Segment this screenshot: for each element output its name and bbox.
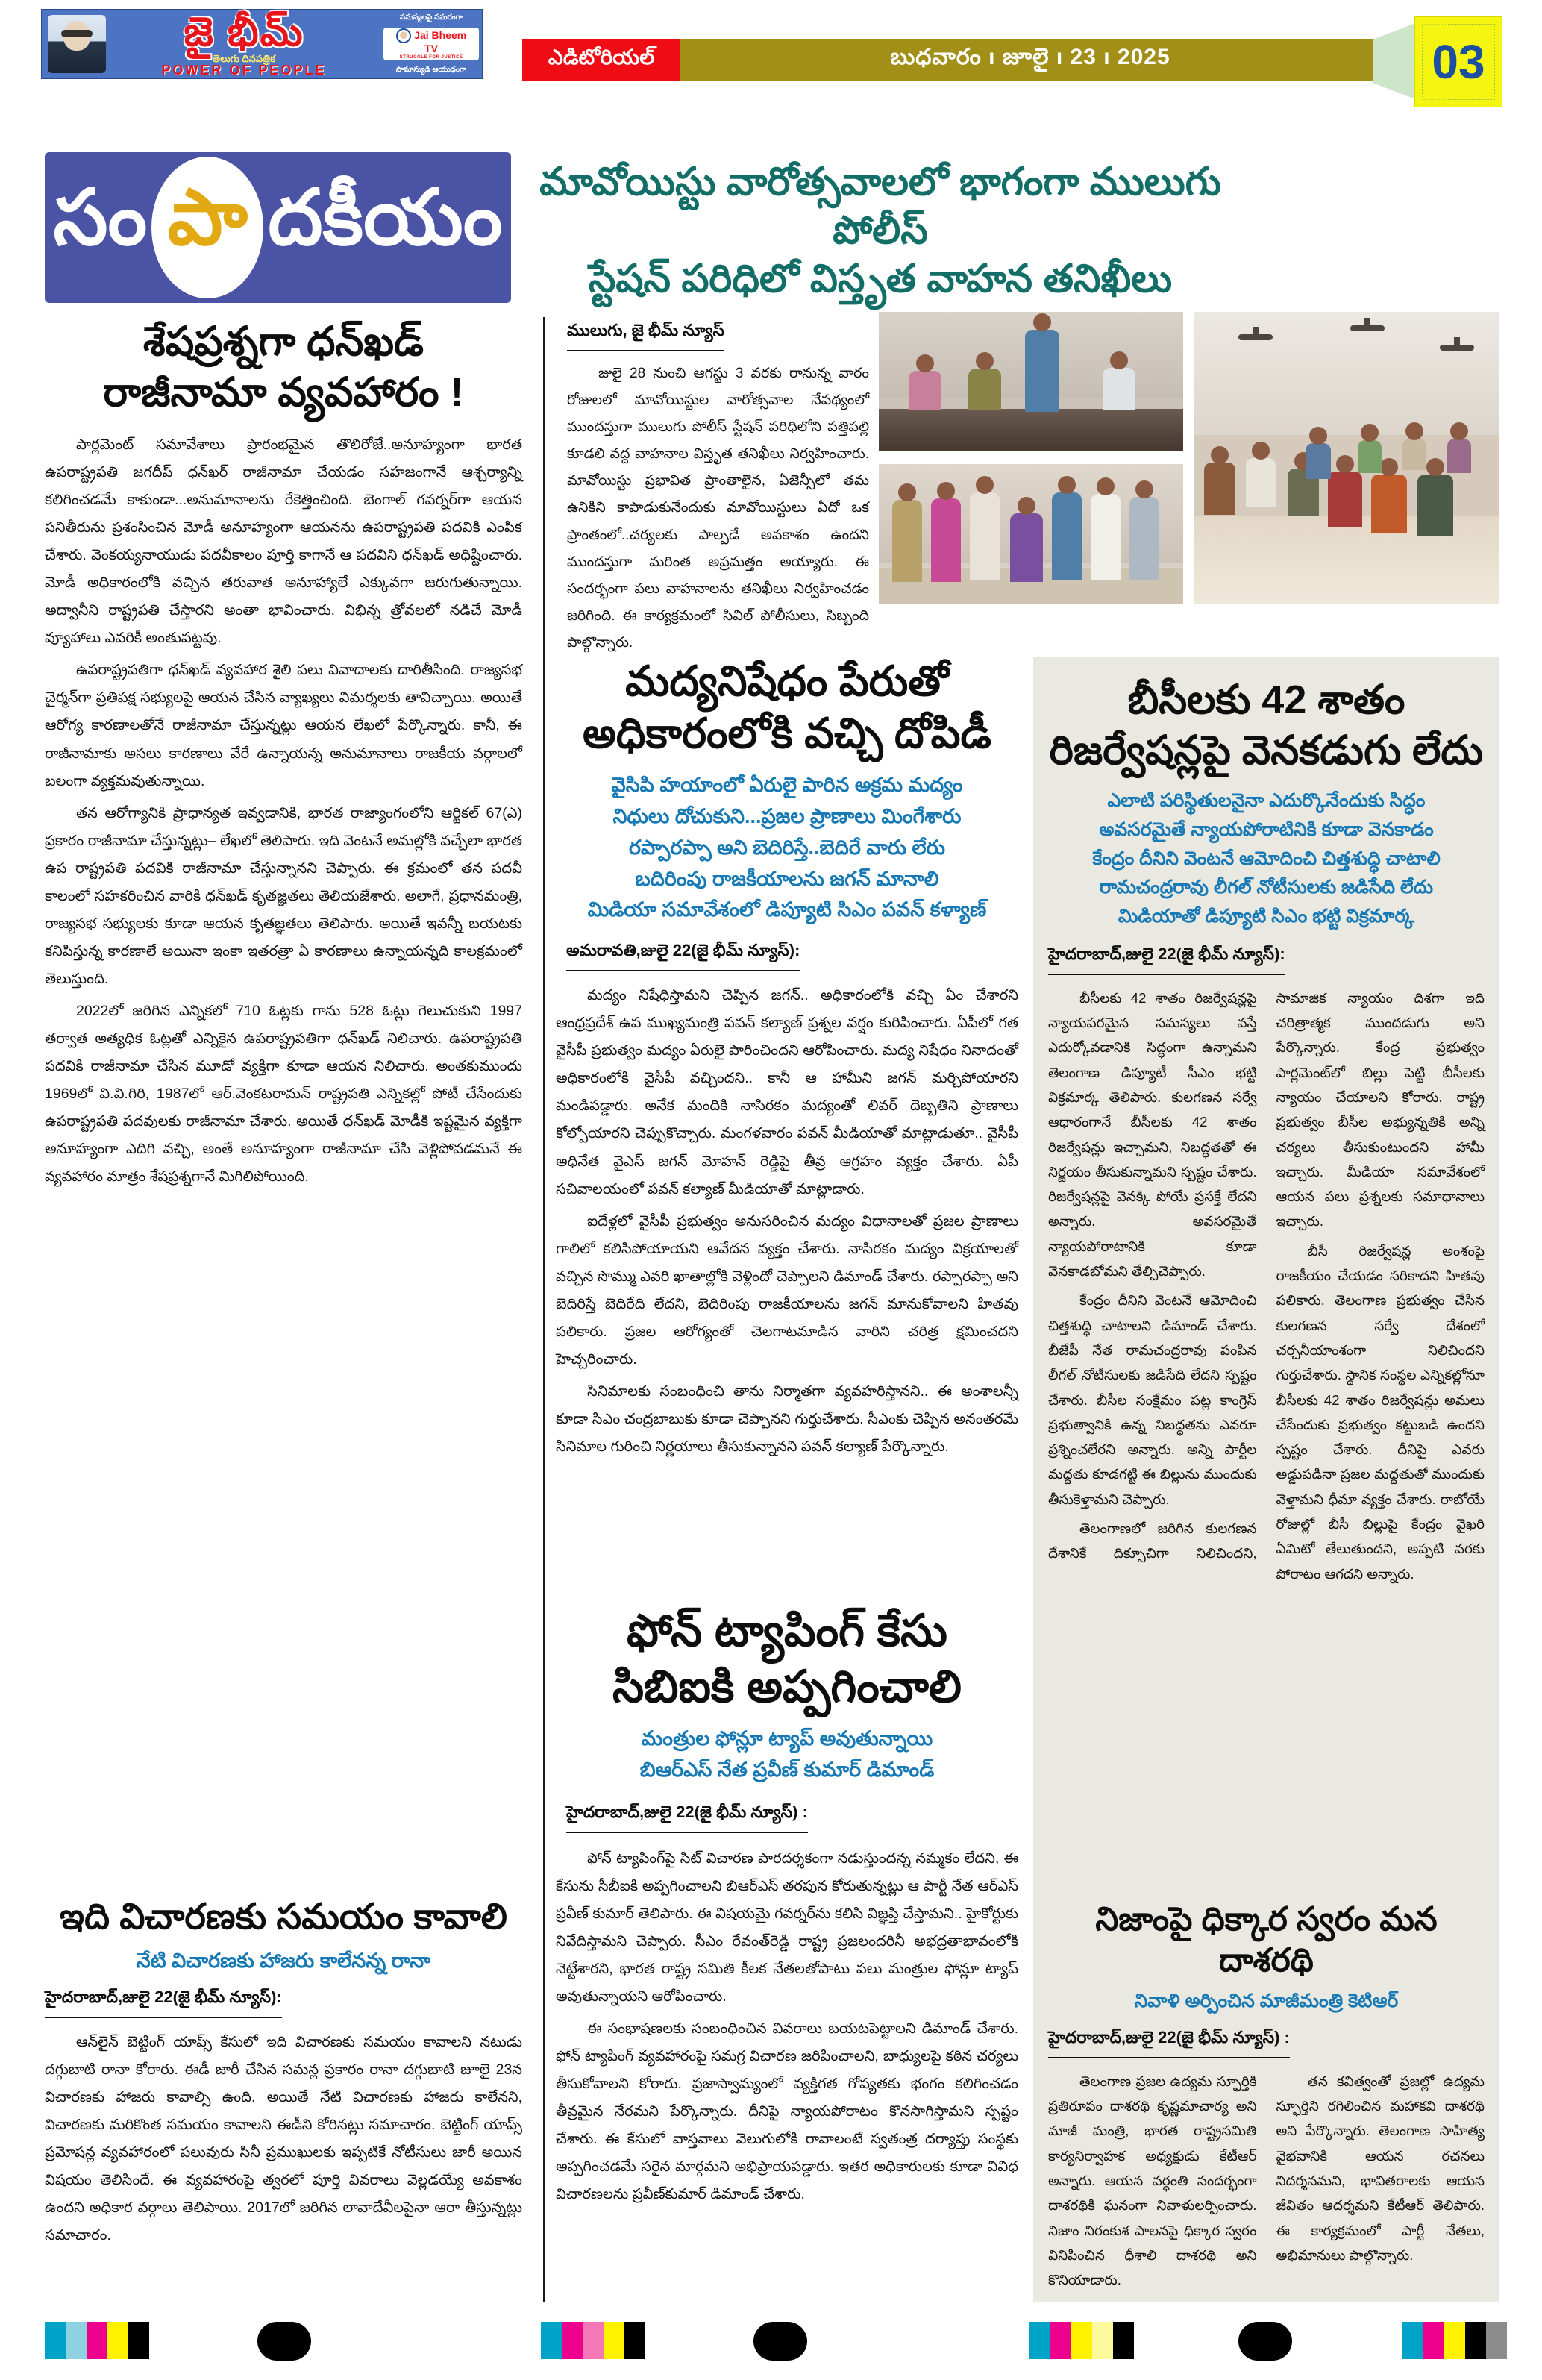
article-paragraph: ఐదేళ్లలో వైసీపీ ప్రభుత్వం అనుసరించిన మద్యం విధానాలతో ప్రజల ప్రాణాలు గాలిలో కలిసిపోయాయని ఆవేదన వ్యక్తం చేశారు. నాసిరకం మద్యం విక్రయాలతో వచ్చిన సొమ్ము ఎవరి ఖాతాల్లోకి వెళ్లిందో చెప్పాలని డిమాండ్ చేశారు. రప్పారప్పా అని బెదిరిస్తే బెదిరేది లేదని, బెదిరింపు రాజకీయాలను జగన్ మానుకోవాలని హితవు పలికారు. ప్రజల ఆరోగ్యంతో చెలగాటమాడిన వారిని చరిత్ర క్షమించదని హెచ్చరించారు. xyxy=(556,1212,1018,1368)
color-swatch xyxy=(107,2322,128,2359)
person-figure xyxy=(1358,440,1382,473)
color-swatch xyxy=(128,2322,149,2359)
bc-byline: హైదరాబాద్,జులై 22(జై భీమ్ న్యూస్): xyxy=(1048,945,1285,975)
color-swatch-group xyxy=(45,2322,149,2359)
editorial-masthead xyxy=(45,152,511,303)
bc-subhead: అవసరమైతే న్యాయపోరాటినికి కూడా వెనకాడం xyxy=(1099,818,1434,840)
registration-blob xyxy=(1238,2322,1292,2361)
date-bar: బుధవారం ı జూలై ı 23 ı 2025 xyxy=(680,39,1380,81)
article-liquor xyxy=(556,655,1018,1465)
color-swatch xyxy=(1423,2322,1444,2359)
jai-bheem-tv-logo xyxy=(383,28,479,60)
rana-byline: హైదరాబాద్,జులై 22(జై భీమ్ న్యూస్): xyxy=(45,1988,282,2018)
photo-felicitation xyxy=(879,464,1183,604)
color-swatch xyxy=(583,2322,604,2359)
person-figure xyxy=(892,500,922,582)
article-paragraph: ఉపరాష్ట్రపతిగా ధన్‌ఖడ్ వ్యవహార శైలి పలు వివాదాలకు దారితీసింది. రాజ్యసభ చైర్మన్‌గా ప్రతిపక్ష సభ్యులపై ఆయన చేసిన వ్యాఖ్యలు విమర్శలకు తావిచ్చాయి. అయితే ఆరోగ్య కారణాలతోనే రాజీనామా చేస్తున్నట్లు ఆయన లేఖలో పేర్కొన్నారు. కానీ, ఈ రాజీనామాకు అసలు కారణాలు వేరే ఉన్నాయన్న అనుమానాలు రాజకీయ వర్గాలలో బలంగా వ్యక్తమవుతున్నాయి. xyxy=(45,662,522,789)
article-paragraph: తన కవిత్వంతో ప్రజల్లో ఉద్యమ స్ఫూర్తిని రగిలించిన మహాకవి దాశరథి అని పేర్కొన్నారు. తెలంగాణ సాహిత్య వైభవానికి ఆయన రచనలు నిదర్శనమని, భావితరాలకు ఆయన జీవితం ఆదర్శమని కేటీఆర్ తెలిపారు. ఈ కార్యక్రమంలో పార్టీ నేతలు, అభిమానులు పాల్గొన్నారు. xyxy=(1276,2073,1485,2263)
liquor-subhead: వైసిపి హయాంలో ఏరులై పారిన అక్రమ మద్యం xyxy=(611,774,963,796)
tv-face-icon xyxy=(396,28,411,43)
person-figure xyxy=(1091,494,1121,580)
color-swatch xyxy=(1050,2322,1071,2359)
masthead-part2: పా xyxy=(167,174,248,261)
mulugu-headline xyxy=(522,158,1238,304)
article-bc-reservations xyxy=(1048,675,1485,1586)
color-swatch xyxy=(1113,2322,1134,2359)
person-figure xyxy=(1052,492,1082,580)
color-swatch xyxy=(562,2322,583,2359)
bc-subhead: ఎలాటి పరిస్థితులనైనా ఎదుర్కొనేందుకు సిద్ధం xyxy=(1107,790,1426,811)
article-editorial xyxy=(45,317,522,1195)
article-dasarathi xyxy=(1048,1899,1485,2292)
liquor-headline-line2: అధికారంలోకి వచ్చి దోపిడీ xyxy=(583,710,991,757)
brand-side-panel xyxy=(383,11,479,77)
article-paragraph: పార్లమెంట్ సమావేశాలు ప్రారంభమైన తొలిరోజే..అనూహ్యంగా భారత ఉపరాష్ట్రపతి జగదీప్ ధన్‌ఖర్ రాజీనామా చేయడం సహజంగానే ఆశ్చర్యాన్ని కలిగించడమే కాకుండా...అనుమానాలను రేకెత్తించింది. బెంగాల్ గవర్నర్‌గా ఆయన పనితీరును ప్రశంసించిన మోడీ అనూహ్యంగా ఆయనను ఉపరాష్ట్రపతి పదవికి ఎంపిక చేశారు. వెంకయ్యనాయుడు పదవీకాలం పూర్తి కాగానే ఆ పదవిని ధన్‌ఖడ్ అధిష్టించారు. మోడీ అధికారంలోకి వచ్చిన తరువాత అనూహ్యాలే ఎక్కువగా జరుగుతున్నాయి. అద్వానీని రాష్ట్రపతి చేస్తారని అంతా భావించారు. విభిన్న త్రోవలలో నడిచే మోడీ వ్యూహాలు ఎవరికీ అంతుపట్టవు. xyxy=(45,436,522,647)
color-swatch xyxy=(1402,2322,1423,2359)
article-paragraph: బీసీలకు 42 శాతం రిజర్వేషన్లపై న్యాయపరమైన సమస్యలు వస్తే ఎదుర్కోవడానికి సిద్ధంగా ఉన్నామని తెలంగాణ డిప్యూటీ సీఎం భట్టి విక్రమార్క తెలిపారు. కులగణన సర్వే ఆధారంగానే బీసీలకు 42 శాతం రిజర్వేషన్లు ఇచ్చామని, నిబద్ధతతో ఈ నిర్ణయం తీసుకున్నామని స్పష్టం చేశారు. రిజర్వేషన్లపై వెనక్కి పోయే ప్రసక్తే లేదని అన్నారు. అవసరమైతే న్యాయపోరాటానికి కూడా వెనకాడబోమని తేల్చిచెప్పారు. xyxy=(1048,989,1257,1280)
article-paragraph: కేంద్రం దీనిని వెంటనే ఆమోదించి చిత్తశుద్ధి చాటాలని డిమాండ్ చేశారు. బీజేపీ నేత రామచంద్రరావు పంపిన లీగల్ నోటీసులకు జడిసేది లేదని స్పష్టం చేశారు. బీసీల సంక్షేమం పట్ల కాంగ్రెస్ ప్రభుత్వానికి ఉన్న నిబద్ధతను ఎవరూ ప్రశ్నించలేరని అన్నారు. అన్ని పార్టీల మద్దతు కూడగట్టి ఈ బిల్లును ముందుకు తీసుకెళ్తామని చెప్పారు. xyxy=(1048,1292,1257,1507)
person-figure xyxy=(1204,463,1235,515)
color-swatch xyxy=(1444,2322,1465,2359)
ceiling-fan-icon xyxy=(1350,325,1385,331)
phone-byline: హైదరాబాద్,జులై 22(జై భీమ్ న్యూస్) : xyxy=(566,1803,808,1833)
masthead-part3: దకీయం xyxy=(268,174,503,261)
color-swatch xyxy=(45,2322,66,2359)
registration-blob xyxy=(753,2322,807,2361)
article-paragraph: 2022లో జరిగిన ఎన్నికలో 710 ఓట్లకు గాను 528 ఓట్లు గెలుచుకుని 1997 తర్వాత అత్యధిక ఓట్లతో ఎన్నికైన ఉపరాష్ట్రపతిగా ధన్‌ఖడ్ నిలిచారు. ఉపరాష్ట్రపతి పదవికి రాజీనామా చేసిన మూడో వ్యక్తిగా కూడా ఆయన నిలిచారు. అంతకుముందు 1969లో వి.వి.గిరి, 1987లో ఆర్.వెంకటరామన్ రాష్ట్రపతి ఎన్నికల్లో పోటీ చేసేందుకు ఉపరాష్ట్రపతి పదవులకు రాజీనామా చేశారు. అయితే ధన్‌ఖడ్ మోడీకి ఇష్టమైన వ్యక్తిగా అనూహ్యంగా ఎదిగి వచ్చి, అంతే అనూహ్యంగా రాజీనామా చేసి వెళ్లిపోవడమనే ఈ వ్యవహారం మాత్రం శేషప్రశ్నగానే మిగిలిపోయింది. xyxy=(45,1002,522,1186)
dasarathi-byline: హైదరాబాద్,జులై 22(జై భీమ్ న్యూస్) : xyxy=(1048,2028,1290,2058)
person-figure xyxy=(1417,475,1453,536)
editorial-headline-line2: రాజీనామా వ్యవహారం ! xyxy=(103,369,464,415)
color-swatch xyxy=(1465,2322,1486,2359)
brand-slogan-bottom: సామాన్యుడి ఆయుధంగా xyxy=(395,66,467,74)
phone-headline-line2: సిబిఐకి అప్పగించాలి xyxy=(612,1662,962,1712)
dasarathi-headline: నిజాంపై ధిక్కార స్వరం మన దాశరథి xyxy=(1095,1901,1438,1979)
color-swatch-group xyxy=(541,2322,645,2359)
ceiling-fan-icon xyxy=(1440,345,1474,351)
article-paragraph: బీసీ రిజర్వేషన్ల అంశంపై రాజకీయం చేయడం సరికాదని హితవు పలికారు. తెలంగాణ ప్రభుత్వం చేసిన కులగణన సర్వే దేశంలో చర్చనీయాంశంగా నిలిచిందని గుర్తుచేశారు. స్థానిక సంస్థల ఎన్నికల్లోనూ బీసీలకు 42 శాతం రిజర్వేషన్లు అమలు చేసేందుకు ప్రభుత్వం కట్టుబడి ఉందని స్పష్టం చేశారు. దీనిపై ఎవరు అడ్డుపడినా ప్రజల మద్దతుతో ముందుకు వెళ్తామని ధీమా వ్యక్తం చేశారు. రాబోయే రోజుల్లో బీసీ బిల్లుపై కేంద్రం వైఖరి ఏమిటో తేలుతుందని, అప్పటి వరకు పోరాటం ఆగదని అన్నారు. xyxy=(1276,1242,1485,1582)
phone-subhead: మంత్రుల ఫోన్లూ ట్యాప్ అవుతున్నాయి xyxy=(641,1727,933,1750)
article-mulugu xyxy=(567,321,869,661)
liquor-byline: అమరావతి,జులై 22(జై భీమ్ న్యూస్): xyxy=(566,941,800,971)
column-divider xyxy=(543,317,545,2302)
person-figure xyxy=(1129,497,1159,580)
mulugu-headline-line1: మావోయిస్టు వారోత్సవాలలో భాగంగా ములుగు పోలీస్ xyxy=(539,160,1221,252)
person-figure xyxy=(968,369,1001,410)
color-swatch-group xyxy=(1402,2322,1507,2359)
person-figure xyxy=(909,371,941,410)
article-paragraph: ఈ సంభాషణలకు సంబంధించిన వివరాలు బయటపెట్టాలని డిమాండ్ చేశారు. ఫోన్ ట్యాపింగ్ వ్యవహారంపై సమగ్ర విచారణ జరిపించాలని, బాధ్యులపై కఠిన చర్యలు తీసుకోవాలని కోరారు. ప్రజాస్వామ్యంలో వ్యక్తిగత గోప్యతకు భంగం కలిగించడం తీవ్రమైన నేరమని పేర్కొన్నారు. దీనిపై న్యాయపోరాటం కొనసాగిస్తామని స్పష్టం చేశారు. ఈ కేసులో వాస్తవాలు వెలుగులోకి రావాలంటే స్వతంత్ర దర్యాప్తు సంస్థకు అప్పగించడమే సరైన మార్గమని అభిప్రాయపడ్డారు. ఇతర అధికారులకు కూడా వివిధ విచారణలను ప్రవీణ్‌కుమార్ డిమాండ్ చేశారు. xyxy=(556,2020,1018,2203)
color-swatch xyxy=(541,2322,562,2359)
person-figure xyxy=(1328,472,1362,527)
liquor-subhead: మిడియా సమావేశంలో డిప్యూటి సిఎం పవన్ కళ్యాణ్ xyxy=(587,898,987,921)
masthead-oval xyxy=(151,157,263,298)
person-figure xyxy=(1306,443,1331,479)
masthead-part1: సం xyxy=(53,174,148,261)
phone-headline-line1: ఫోన్ ట్యాపింగ్ కేసు xyxy=(627,1606,947,1656)
liquor-headline-line1: మద్యనిషేధం పేరుతో xyxy=(625,657,949,704)
article-paragraph: ఫోన్ ట్యాపింగ్‌పై సిట్ విచారణ పారదర్శకంగా నడుస్తుందన్న నమ్మకం లేదని, ఈ కేసును సీబీఐకి అప్పగించాలని బిఆర్ఎస్ తరపున కోరుతున్నట్లు ఆ పార్టీ నేత ఆర్ఎస్ ప్రవీణ్ కుమార్ తెలిపారు. ఈ విషయమై గవర్నర్‌ను కలిసి విజ్ఞప్తి చేస్తామని.. హైకోర్టుకు నివేదిస్తామని చెప్పారు. సీఎం రేవంత్‌రెడ్డి రాష్ట్ర ప్రజలందరినీ అభద్రతాభావంలోకి నెట్టేశారని, భారత రాష్ట్ర సమితి కీలక నేతలతోపాటు పలు మంత్రుల ఫోన్లూ ట్యాప్ అవుతున్నాయని ఆరోపించారు. xyxy=(556,1850,1018,2005)
photo-meeting-dais xyxy=(879,312,1183,451)
color-swatch xyxy=(604,2322,624,2359)
liquor-subhead: నిధులు దోచుకుని...ప్రజల ప్రాణాలు మింగేశారు xyxy=(612,804,962,827)
person-figure xyxy=(970,492,1000,580)
color-swatch xyxy=(87,2322,107,2359)
color-swatch xyxy=(1071,2322,1092,2359)
person-figure xyxy=(931,498,961,582)
color-swatch xyxy=(1029,2322,1050,2359)
mulugu-byline: ములుగు, జై భీమ్ న్యూస్ xyxy=(567,321,724,351)
article-paragraph: తెలంగాణలో జరిగిన కులగణన దేశానికే దిక్సూచిగా నిలిచిందని, సామాజిక న్యాయం దిశగా ఇది చరిత్రాత్మక ముందడుగు అని పేర్కొన్నారు. కేంద్ర ప్రభుత్వం పార్లమెంట్‌లో బిల్లు పెట్టి బీసీలకు న్యాయం చేయాలని కోరారు. రాష్ట్ర ప్రభుత్వం బీసీల అభ్యున్నతికి అన్ని చర్యలు తీసుకుంటుందని హామీ ఇచ్చారు. మీడియా సమావేశంలో ఆయన పలు ప్రశ్నలకు సమాధానాలు ఇచ్చారు. xyxy=(1048,989,1485,1562)
bc-subhead: మిడియాతో డిప్యూటి సిఎం భట్టి విక్రమార్క xyxy=(1118,906,1415,927)
brand-subtitle: తెలుగు దినపత్రిక xyxy=(212,52,276,64)
person-figure xyxy=(1246,458,1276,507)
article-paragraph: తెలంగాణ ప్రజల ఉద్యమ స్ఫూర్తికి ప్రతిరూపం దాశరథి కృష్ణమాచార్య అని మాజీ మంత్రి, భారత రాష్ట్రసమితి కార్యనిర్వాహక అధ్యక్షుడు కేటీఆర్ అన్నారు. ఆయన వర్ధంతి సందర్భంగా దాశరథికి ఘనంగా నివాళులర్పించారు. నిజాం నిరంకుశ పాలనపై ధిక్కార స్వరం వినిపించిన ధీశాలి దాశరథి అని కొనియాడారు. xyxy=(1048,2073,1257,2288)
article-paragraph: తన ఆరోగ్యానికి ప్రాధాన్యత ఇవ్వడానికి, భారత రాజ్యాంగంలోని ఆర్టికల్ 67(ఎ) ప్రకారం రాజీనామా చేస్తున్నట్లు– లేఖలో తెలిపారు. ఇది వెంటనే అమల్లోకి వచ్చేలా భారత ఉప రాష్ట్రపతి పదవికి రాజీనామా చేస్తున్నానని చెప్పారు. ఈ క్రమంలో తన పదవీ కాలంలో సహకరించిన వారికి ధన్‌ఖడ్ కృతజ్ఞతలు తెలియజేశారు. అలాగే, ప్రధానమంత్రి, రాజ్యసభ సభ్యులకు కూడా ఆయన కృతజ్ఞతలు తెలిపారు. అయితే ఇవన్నీ బయటకు కనిపిస్తున్న కారణాలే అయినా ఇంకా ఇతరత్రా ఏ కారణాలు ఉన్నాయన్నది కాలక్రమంలో తెలుస్తుంది. xyxy=(45,804,522,987)
dasarathi-subhead: నివాళి అర్పించిన మాజీమంత్రి కెటిఆర్ xyxy=(1134,1991,1399,2011)
ambedkar-portrait-icon xyxy=(48,15,106,73)
editorial-headline-line1: శేషప్రశ్నగా ధన్‌ఖడ్ xyxy=(143,319,424,364)
mulugu-headline-line2: స్టేషన్ పరిధిలో విస్తృత వాహన తనిఖీలు xyxy=(588,257,1173,301)
liquor-subhead: రప్పారప్పా అని బెదిరిస్తే..బెదిరే వారు లేరు xyxy=(628,836,945,859)
color-swatch-group xyxy=(1029,2322,1134,2359)
page-chevron-shape xyxy=(1373,22,1417,100)
liquor-subhead: బదిరింపు రాజకీయాలను జగన్ మానాలి xyxy=(635,867,939,890)
brand-slogan-top: సమస్యలపై సమరంగా xyxy=(400,13,463,22)
ceiling-fan-icon xyxy=(1238,334,1273,340)
color-swatch xyxy=(1092,2322,1113,2359)
tv-label: TV xyxy=(424,43,438,54)
color-swatch xyxy=(1486,2322,1507,2359)
registration-blob xyxy=(257,2322,311,2361)
newspaper-logo xyxy=(41,9,483,79)
page-number-box xyxy=(1414,16,1502,107)
article-paragraph: సినిమాలకు సంబంధించి తాను నిర్మాతగా వ్యవహరిస్తానని.. ఈ అంశాలన్నీ కూడా సిఎం చంద్రబాబుకు కూడా చెప్పానని గుర్తుచేశారు. సీఎంకు చెప్పిన అనంతరమే సినిమాల గురించి నిర్ణయాలు తీసుకున్నానని పవన్ కల్యాణ్ పేర్కొన్నారు. xyxy=(556,1382,1018,1455)
person-figure xyxy=(1103,368,1135,410)
section-label: ఎడిటోరియల్ xyxy=(522,39,680,81)
rana-subhead: నేటి విచారణకు హాజరు కాలేనన్న రానా xyxy=(136,1950,431,1972)
photo-audience-hall xyxy=(1194,312,1499,604)
brand-title: జై భీమ్ xyxy=(184,9,304,54)
person-figure xyxy=(1371,475,1407,533)
color-swatch xyxy=(624,2322,645,2359)
color-swatch xyxy=(66,2322,87,2359)
person-figure-honoree xyxy=(1010,513,1043,582)
bc-headline-line1: బీసీలకు 42 శాతం xyxy=(1127,677,1405,722)
page-number: 03 xyxy=(1432,35,1485,89)
article-phone-tapping xyxy=(556,1603,1018,2213)
person-figure xyxy=(1402,439,1426,470)
article-paragraph: మద్యం నిషేధిస్తామని చెప్పిన జగన్.. అధికారంలోకి వచ్చి ఏం చేశారని ఆంధ్రప్రదేశ్ ఉప ముఖ్యమంత్రి పవన్ కల్యాణ్ ప్రశ్నల వర్షం కురిపించారు. ఏపీలో గత వైసీపీ ప్రభుత్వం మద్యం ఏరులై పారించిందని ఆరోపించారు. మద్య నిషేధం నినాదంతో అధికారంలోకి వైసీపీ వచ్చిందని.. కానీ ఆ హామీని జగన్ మర్చిపోయారని మండిపడ్డారు. అనేక మందికి నాసిరకం మద్యంతో లివర్ దెబ్బతిని ప్రాణాలు కోల్పోయారని చెప్పుకొచ్చారు. మంగళవారం పవన్ మీడియాతో మాట్లాడుతూ.. వైసీపీ అధినేత వైఎస్ జగన్ మోహన్ రెడ్డిపై తీవ్ర ఆగ్రహం వ్యక్తం చేశారు. ఏపీ సచివాలయంలో పవన్ కల్యాణ్ మీడియాతో మాట్లాడారు. xyxy=(556,987,1018,1197)
brand-tagline: POWER OF PEOPLE xyxy=(161,62,327,78)
person-figure-speaker xyxy=(1025,330,1059,412)
person-figure xyxy=(1447,439,1471,473)
phone-subhead: బిఆర్ఎస్ నేత ప్రవీణ్ కుమార్ డిమాండ్ xyxy=(639,1758,935,1781)
tv-name: Jai Bheem xyxy=(414,29,467,42)
tv-tagline: STRUGGLE FOR JUSTICE xyxy=(399,55,463,60)
rana-headline: ఇది విచారణకు సమయం కావాలి xyxy=(60,1897,507,1937)
article-paragraph: ఆన్‌లైన్ బెట్టింగ్ యాప్స్ కేసులో ఇది విచారణకు సమయం కావాలని నటుడు దగ్గుబాటి రానా కోరారు. ఈడీ జారీ చేసిన సమన్ల ప్రకారం రానా దగ్గుబాటి జూలై 23న విచారణకు హాజరు కావాల్సి ఉంది. అయితే నేటి విచారణకు హాజరు కాలేనని, విచారణకు మరికొంత సమయం కావాలని ఈడీని కోరినట్లు సమాచారం. బెట్టింగ్ యాప్స్ ప్రమోషన్ల వ్యవహారంలో పలువురు సినీ ప్రముఖులకు ఇప్పటికే నోటీసులు జారీ అయిన విషయం తెలిసిందే. ఈ వ్యవహారంపై త్వరలో పూర్తి వివరాలు వెల్లడయ్యే అవకాశం ఉందని అధికార వర్గాలు తెలిపాయి. 2017లో జరిగిన లావాదేవీలపైనా ఆరా తీస్తున్నట్లు సమాచారం. xyxy=(45,2033,522,2244)
article-rana xyxy=(45,1895,522,2254)
bc-headline-line2: రిజర్వేషన్లపై వెనకడుగు లేదు xyxy=(1049,727,1484,773)
bc-subhead: కేంద్రం దీనిని వెంటనే ఆమోదించి చిత్తశుద్ధి చాటాలి xyxy=(1092,848,1441,869)
bc-subhead: రామచంద్రరావు లీగల్ నోటీసులకు జడిసేది లేదు xyxy=(1099,877,1434,898)
article-paragraph: జులై 28 నుంచి ఆగస్టు 3 వరకు రానున్న వారం రోజులలో మావోయిస్టుల వారోత్సవాల నేపథ్యంలో ముందస్తుగా ములుగు పోలీస్ స్టేషన్ పరిధిలోని పత్తిపల్లి కూడలి వద్ద వాహనాల విస్తృత తనిఖీలు నిర్వహించారు. మావోయిస్టు ప్రభావిత ప్రాంతాలైన, ఏజెన్సీలో తమ ఉనికిని కాపాడుకునేందుకు మావోయిస్టులు ఏదో ఒక ప్రాంతంలో..చర్యలకు పాల్పడే అవకాశం ఉందని ముందస్తుగా మరింత అప్రమత్తం అయ్యారు. ఈ సందర్భంగా పలు వాహనాలను తనిఖీలు నిర్వహించడం జరిగింది. ఈ కార్యక్రమంలో సివిల్ పోలీసులు, సిబ్బంది పాల్గొన్నారు. xyxy=(567,366,869,651)
